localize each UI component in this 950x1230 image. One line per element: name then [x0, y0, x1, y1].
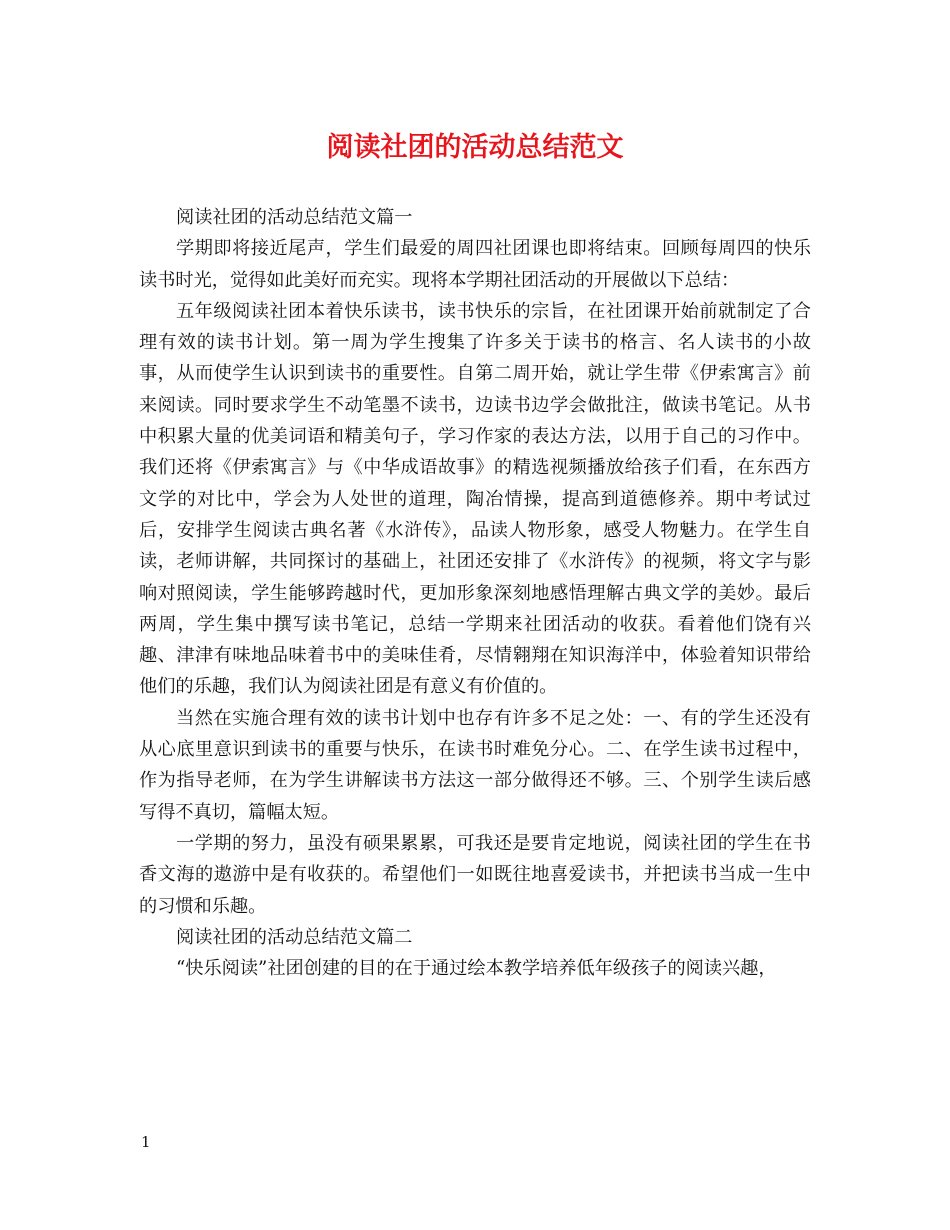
section-heading-1: 阅读社团的活动总结范文篇一 — [176, 207, 413, 228]
paragraph: 当然在实施合理有效的读书计划中也存有许多不足之处：一、有的学生还没有从心底里意识到读书的重要与快乐，在读书时难免分心。二、在学生读书过程中，作为指导老师，在为学生讲解读书方法这一部分做得还不够。三、个别学生读后感写得不真切，篇幅太短。 — [139, 707, 811, 823]
paragraph: 学期即将接近尾声，学生们最爱的周四社团课也即将结束。回顾每周四的快乐读书时光，觉得如此美好而充实。现将本学期社团活动的开展做以下总结： — [139, 238, 811, 291]
section-heading-2: 阅读社团的活动总结范文篇二 — [176, 926, 413, 948]
document-title: 阅读社团的活动总结范文 — [326, 132, 624, 163]
paragraph: 五年级阅读社团本着快乐读书，读书快乐的宗旨，在社团课开始前就制定了合理有效的读书计划。第一周为学生搜集了许多关于读书的格言、名人读书的小故事，从而使学生认识到读书的重要性。自第二周开始，就让学生带《伊索寓言》前来阅读。同时要求学生不动笔墨不读书，边读书边学会做批注，做读书笔记。从书中积累大量的优美词语和精美句子，学习作家的表达方法，以用于自己的习作中。我们还将《伊索寓言》与《中华成语故事》的精选视频播放给孩子们看，在东西方文学的对比中，学会为人处世的道理，陶冶情操，提高到道德修养。期中考试过后，安排学生阅读古典名著《水浒传》，品读人物形象，感受人物魅力。在学生自读，老师讲解，共同探讨的基础上，社团还安排了《水浒传》的视频，将文字与影响对照阅读，学生能够跨越时代，更加形象深刻地感悟理解古典文学的美妙。最后两周，学生集中撰写读书笔记，总结一学期来社团活动的收获。看着他们饶有兴趣、津津有味地品味着书中的美味佳肴，尽情翱翔在知识海洋中，体验着知识带给他们的乐趣，我们认为阅读社团是有意义有价值的。 — [139, 300, 811, 698]
page-number: 1 — [141, 1133, 151, 1151]
paragraph: 一学期的努力，虽没有硕果累累，可我还是要肯定地说，阅读社团的学生在书香文海的遨游中是有收获的。希望他们一如既往地喜爱读书，并把读书当成一生中的习惯和乐趣。 — [139, 832, 811, 917]
document-body — [139, 202, 811, 984]
paragraph: “快乐阅读”社团创建的目的在于通过绘本教学培养低年级孩子的阅读兴趣， — [176, 958, 777, 980]
